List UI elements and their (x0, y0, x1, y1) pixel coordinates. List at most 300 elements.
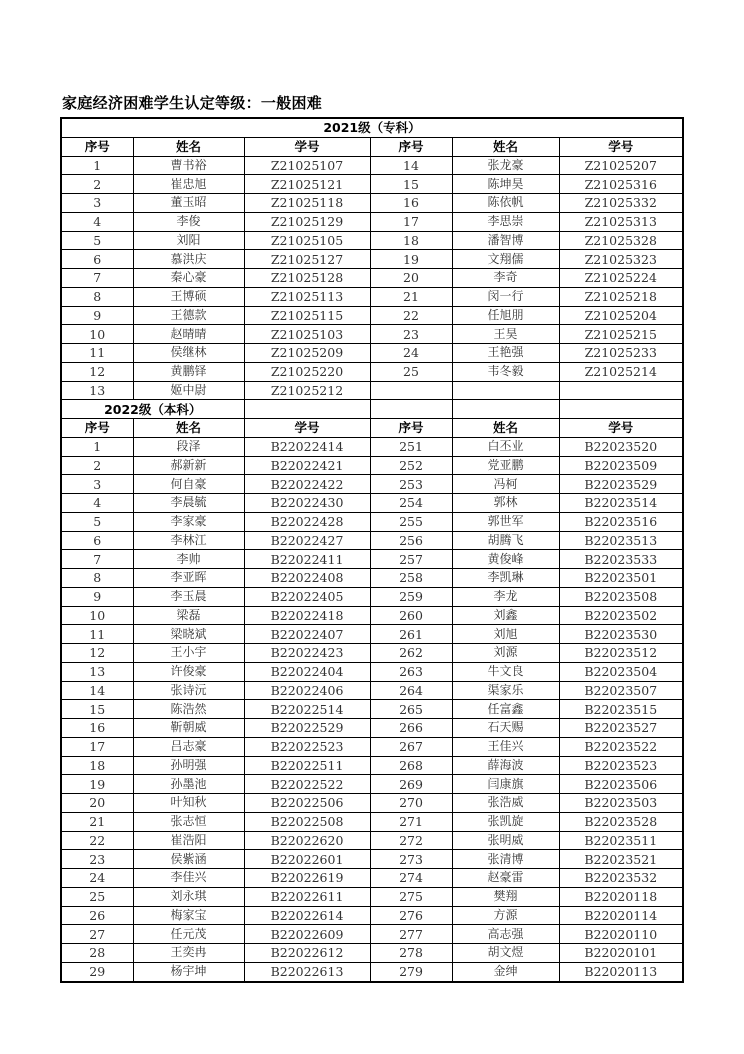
student-name: 梁磊 (133, 606, 244, 625)
page-title: 家庭经济困难学生认定等级：一般困难 (62, 94, 323, 112)
row-number: 21 (61, 812, 133, 831)
student-name: 刘永琪 (133, 887, 244, 906)
table-row (61, 756, 683, 775)
student-name: 牛文良 (452, 662, 559, 681)
table-row (61, 381, 683, 400)
student-name: 张诗沅 (133, 681, 244, 700)
table-row (61, 925, 683, 944)
row-number: 26 (61, 906, 133, 925)
row-number: 279 (370, 962, 452, 981)
student-id: B22022423 (244, 644, 370, 663)
student-id: B22023520 (559, 437, 683, 456)
student-name: 樊翔 (452, 887, 559, 906)
row-number: 24 (370, 344, 452, 363)
student-id: B22022514 (244, 700, 370, 719)
column-header: 姓名 (133, 419, 244, 438)
student-id: B22023509 (559, 456, 683, 475)
empty-cell (452, 400, 559, 419)
student-name: 刘旭 (452, 625, 559, 644)
row-number: 251 (370, 437, 452, 456)
student-name: 李俊 (133, 212, 244, 231)
student-id: Z21025313 (559, 212, 683, 231)
table-row (61, 250, 683, 269)
student-name: 孙墨池 (133, 775, 244, 794)
student-name: 李玉晨 (133, 587, 244, 606)
table-row (61, 587, 683, 606)
student-id: Z21025103 (244, 325, 370, 344)
table-row (61, 850, 683, 869)
row-number: 24 (61, 869, 133, 888)
student-id: B22023515 (559, 700, 683, 719)
student-name: 郭世军 (452, 512, 559, 531)
student-name: 梁晓斌 (133, 625, 244, 644)
student-id: B22022611 (244, 887, 370, 906)
student-id: Z21025233 (559, 344, 683, 363)
student-id: B22023532 (559, 869, 683, 888)
column-header: 姓名 (452, 419, 559, 438)
student-id: B22022414 (244, 437, 370, 456)
student-name: 郭林 (452, 494, 559, 513)
student-name: 李亚晖 (133, 569, 244, 588)
row-number: 20 (370, 269, 452, 288)
table-row (61, 625, 683, 644)
row-number: 273 (370, 850, 452, 869)
empty-cell (244, 400, 370, 419)
student-name: 刘鑫 (452, 606, 559, 625)
student-name: 文翔儒 (452, 250, 559, 269)
table-row (61, 456, 683, 475)
row-number: 19 (370, 250, 452, 269)
row-number: 268 (370, 756, 452, 775)
student-name: 何自豪 (133, 475, 244, 494)
row-number: 3 (61, 475, 133, 494)
table-row (61, 681, 683, 700)
student-name: 白丕业 (452, 437, 559, 456)
student-name: 侯继林 (133, 344, 244, 363)
table-row (61, 644, 683, 663)
student-id: Z21025128 (244, 269, 370, 288)
empty-cell (559, 381, 683, 400)
row-number: 259 (370, 587, 452, 606)
table-row (61, 887, 683, 906)
student-name: 薛海波 (452, 756, 559, 775)
student-id: B22023530 (559, 625, 683, 644)
empty-cell (370, 381, 452, 400)
student-id: Z21025204 (559, 306, 683, 325)
student-table (60, 117, 684, 983)
row-number: 17 (61, 737, 133, 756)
row-number: 22 (370, 306, 452, 325)
column-header: 学号 (244, 419, 370, 438)
student-id: B22022614 (244, 906, 370, 925)
student-id: Z21025121 (244, 175, 370, 194)
student-name: 李奇 (452, 269, 559, 288)
table-row (61, 737, 683, 756)
student-name: 张浩威 (452, 794, 559, 813)
student-name: 郝新新 (133, 456, 244, 475)
student-id: B22022612 (244, 944, 370, 963)
student-name: 秦心豪 (133, 269, 244, 288)
student-name: 张志恒 (133, 812, 244, 831)
student-id: B22023508 (559, 587, 683, 606)
student-name: 高志强 (452, 925, 559, 944)
table-row (61, 775, 683, 794)
student-id: Z21025332 (559, 194, 683, 213)
student-name: 王德款 (133, 306, 244, 325)
student-id: B22023514 (559, 494, 683, 513)
student-id: B22023523 (559, 756, 683, 775)
row-number: 15 (370, 175, 452, 194)
section-title: 2021级（专科） (61, 118, 683, 137)
student-name: 韦冬毅 (452, 362, 559, 381)
row-number: 270 (370, 794, 452, 813)
row-number: 27 (61, 925, 133, 944)
student-name: 党亚鹏 (452, 456, 559, 475)
table-row (61, 212, 683, 231)
row-number: 16 (61, 719, 133, 738)
column-header: 序号 (61, 419, 133, 438)
student-id: Z21025107 (244, 156, 370, 175)
student-id: B22022620 (244, 831, 370, 850)
row-number: 258 (370, 569, 452, 588)
student-name: 胡腾飞 (452, 531, 559, 550)
student-id: Z21025207 (559, 156, 683, 175)
student-id: B22022406 (244, 681, 370, 700)
row-number: 2 (61, 175, 133, 194)
row-number: 29 (61, 962, 133, 981)
student-name: 梅家宝 (133, 906, 244, 925)
table-row (61, 475, 683, 494)
student-id: Z21025220 (244, 362, 370, 381)
row-number: 272 (370, 831, 452, 850)
student-name: 姬中尉 (133, 381, 244, 400)
student-id: Z21025316 (559, 175, 683, 194)
table-row (61, 719, 683, 738)
table-row (61, 306, 683, 325)
student-name: 刘阳 (133, 231, 244, 250)
row-number: 7 (61, 269, 133, 288)
student-name: 任元茂 (133, 925, 244, 944)
student-id: Z21025224 (559, 269, 683, 288)
row-number: 252 (370, 456, 452, 475)
student-name: 张清博 (452, 850, 559, 869)
row-number: 6 (61, 250, 133, 269)
row-number: 266 (370, 719, 452, 738)
row-number: 269 (370, 775, 452, 794)
student-id: B22023501 (559, 569, 683, 588)
row-number: 23 (61, 850, 133, 869)
table-row (61, 569, 683, 588)
row-number: 11 (61, 625, 133, 644)
student-name: 王小宇 (133, 644, 244, 663)
row-number: 19 (61, 775, 133, 794)
row-number: 254 (370, 494, 452, 513)
row-number: 9 (61, 306, 133, 325)
student-id: B22023512 (559, 644, 683, 663)
student-id: B22022511 (244, 756, 370, 775)
student-id: B22020118 (559, 887, 683, 906)
student-id: Z21025209 (244, 344, 370, 363)
student-id: Z21025218 (559, 287, 683, 306)
student-id: Z21025115 (244, 306, 370, 325)
student-name: 崔浩阳 (133, 831, 244, 850)
row-number: 261 (370, 625, 452, 644)
row-number: 274 (370, 869, 452, 888)
student-id: B22020110 (559, 925, 683, 944)
student-name: 黄鹏铎 (133, 362, 244, 381)
student-name: 李晨毓 (133, 494, 244, 513)
table-row (61, 437, 683, 456)
student-id: B22022405 (244, 587, 370, 606)
table-row (61, 869, 683, 888)
student-id: B22023516 (559, 512, 683, 531)
table-row (61, 156, 683, 175)
student-id: B22023503 (559, 794, 683, 813)
row-number: 255 (370, 512, 452, 531)
student-name: 慕洪庆 (133, 250, 244, 269)
column-header: 序号 (61, 137, 133, 156)
row-number: 1 (61, 156, 133, 175)
table-row (61, 794, 683, 813)
header-row (61, 419, 683, 438)
table-row (61, 344, 683, 363)
student-name: 赵晴晴 (133, 325, 244, 344)
student-id: B22022619 (244, 869, 370, 888)
student-name: 侯紫涵 (133, 850, 244, 869)
row-number: 25 (370, 362, 452, 381)
student-id: Z21025215 (559, 325, 683, 344)
student-id: Z21025212 (244, 381, 370, 400)
student-name: 许俊豪 (133, 662, 244, 681)
student-name: 曹书裕 (133, 156, 244, 175)
student-id: B22022428 (244, 512, 370, 531)
table-row (61, 325, 683, 344)
student-id: B22023528 (559, 812, 683, 831)
table-row (61, 550, 683, 569)
student-id: B22023533 (559, 550, 683, 569)
student-name: 李凯琳 (452, 569, 559, 588)
row-number: 13 (61, 381, 133, 400)
row-number: 264 (370, 681, 452, 700)
student-id: B22023513 (559, 531, 683, 550)
table-row (61, 944, 683, 963)
student-name: 任富鑫 (452, 700, 559, 719)
section-title: 2022级（本科） (61, 400, 244, 419)
column-header: 姓名 (133, 137, 244, 156)
student-id: B22023521 (559, 850, 683, 869)
student-id: Z21025323 (559, 250, 683, 269)
row-number: 10 (61, 325, 133, 344)
table-row (61, 606, 683, 625)
row-number: 263 (370, 662, 452, 681)
student-name: 段泽 (133, 437, 244, 456)
row-number: 25 (61, 887, 133, 906)
student-id: Z21025118 (244, 194, 370, 213)
student-id: Z21025113 (244, 287, 370, 306)
student-name: 张龙豪 (452, 156, 559, 175)
student-id: B22022404 (244, 662, 370, 681)
student-id: B22022601 (244, 850, 370, 869)
student-name: 陈依帆 (452, 194, 559, 213)
student-id: B22022508 (244, 812, 370, 831)
student-id: B22023506 (559, 775, 683, 794)
student-id: B22023504 (559, 662, 683, 681)
table-row (61, 831, 683, 850)
student-id: B22022522 (244, 775, 370, 794)
student-name: 李思崇 (452, 212, 559, 231)
student-name: 刘源 (452, 644, 559, 663)
row-number: 18 (370, 231, 452, 250)
column-header: 序号 (370, 419, 452, 438)
section-title-row (61, 118, 683, 137)
student-id: B22020114 (559, 906, 683, 925)
row-number: 12 (61, 644, 133, 663)
student-id: B22023507 (559, 681, 683, 700)
student-name: 张明威 (452, 831, 559, 850)
student-id: B22022613 (244, 962, 370, 981)
student-name: 黄俊峰 (452, 550, 559, 569)
row-number: 265 (370, 700, 452, 719)
student-id: B22022506 (244, 794, 370, 813)
row-number: 12 (61, 362, 133, 381)
student-name: 叶知秋 (133, 794, 244, 813)
row-number: 262 (370, 644, 452, 663)
student-name: 赵豪雷 (452, 869, 559, 888)
student-name: 王佳兴 (452, 737, 559, 756)
student-name: 任旭朋 (452, 306, 559, 325)
student-id: Z21025105 (244, 231, 370, 250)
table-row (61, 962, 683, 981)
row-number: 9 (61, 587, 133, 606)
student-name: 崔忠旭 (133, 175, 244, 194)
student-name: 杨宇坤 (133, 962, 244, 981)
student-id: B22020101 (559, 944, 683, 963)
row-number: 4 (61, 212, 133, 231)
row-number: 4 (61, 494, 133, 513)
student-name: 方源 (452, 906, 559, 925)
student-id: B22022430 (244, 494, 370, 513)
student-name: 渠家乐 (452, 681, 559, 700)
row-number: 14 (370, 156, 452, 175)
column-header: 学号 (559, 419, 683, 438)
row-number: 23 (370, 325, 452, 344)
student-id: B22023529 (559, 475, 683, 494)
empty-cell (370, 400, 452, 419)
student-name: 吕志豪 (133, 737, 244, 756)
row-number: 257 (370, 550, 452, 569)
student-id: Z21025129 (244, 212, 370, 231)
row-number: 28 (61, 944, 133, 963)
student-name: 孙明强 (133, 756, 244, 775)
table-row (61, 362, 683, 381)
row-number: 277 (370, 925, 452, 944)
row-number: 267 (370, 737, 452, 756)
empty-cell (452, 381, 559, 400)
student-id: B22023502 (559, 606, 683, 625)
table-row (61, 662, 683, 681)
student-id: Z21025214 (559, 362, 683, 381)
student-name: 石天赐 (452, 719, 559, 738)
student-name: 陈坤昊 (452, 175, 559, 194)
student-name: 李佳兴 (133, 869, 244, 888)
student-name: 李林江 (133, 531, 244, 550)
student-id: B22023511 (559, 831, 683, 850)
row-number: 275 (370, 887, 452, 906)
row-number: 7 (61, 550, 133, 569)
column-header: 学号 (244, 137, 370, 156)
row-number: 271 (370, 812, 452, 831)
table-row (61, 494, 683, 513)
student-id: B22022609 (244, 925, 370, 944)
student-name: 胡文煜 (452, 944, 559, 963)
table-row (61, 287, 683, 306)
column-header: 姓名 (452, 137, 559, 156)
student-id: B22022427 (244, 531, 370, 550)
section-title-row (61, 400, 683, 419)
row-number: 15 (61, 700, 133, 719)
student-name: 李龙 (452, 587, 559, 606)
row-number: 18 (61, 756, 133, 775)
student-name: 陈浩然 (133, 700, 244, 719)
student-name: 李帅 (133, 550, 244, 569)
student-name: 金绅 (452, 962, 559, 981)
row-number: 8 (61, 287, 133, 306)
row-number: 253 (370, 475, 452, 494)
row-number: 13 (61, 662, 133, 681)
empty-cell (559, 400, 683, 419)
table-row (61, 812, 683, 831)
student-id: B22022408 (244, 569, 370, 588)
row-number: 14 (61, 681, 133, 700)
student-name: 王昊 (452, 325, 559, 344)
column-header: 序号 (370, 137, 452, 156)
table-row (61, 231, 683, 250)
row-number: 5 (61, 512, 133, 531)
row-number: 16 (370, 194, 452, 213)
student-name: 潘智博 (452, 231, 559, 250)
row-number: 3 (61, 194, 133, 213)
column-header: 学号 (559, 137, 683, 156)
row-number: 10 (61, 606, 133, 625)
table-row (61, 269, 683, 288)
row-number: 22 (61, 831, 133, 850)
table-row (61, 906, 683, 925)
row-number: 17 (370, 212, 452, 231)
student-name: 靳朝威 (133, 719, 244, 738)
row-number: 256 (370, 531, 452, 550)
student-name: 王奕冉 (133, 944, 244, 963)
row-number: 5 (61, 231, 133, 250)
student-name: 冯柯 (452, 475, 559, 494)
row-number: 8 (61, 569, 133, 588)
table-row (61, 175, 683, 194)
row-number: 1 (61, 437, 133, 456)
student-name: 董玉昭 (133, 194, 244, 213)
table-row (61, 194, 683, 213)
student-id: B22023522 (559, 737, 683, 756)
student-name: 李家豪 (133, 512, 244, 531)
row-number: 6 (61, 531, 133, 550)
student-name: 王博硕 (133, 287, 244, 306)
row-number: 276 (370, 906, 452, 925)
student-name: 王艳强 (452, 344, 559, 363)
table-row (61, 531, 683, 550)
student-id: B22022523 (244, 737, 370, 756)
row-number: 20 (61, 794, 133, 813)
student-id: B22023527 (559, 719, 683, 738)
student-id: Z21025328 (559, 231, 683, 250)
student-id: B22022529 (244, 719, 370, 738)
